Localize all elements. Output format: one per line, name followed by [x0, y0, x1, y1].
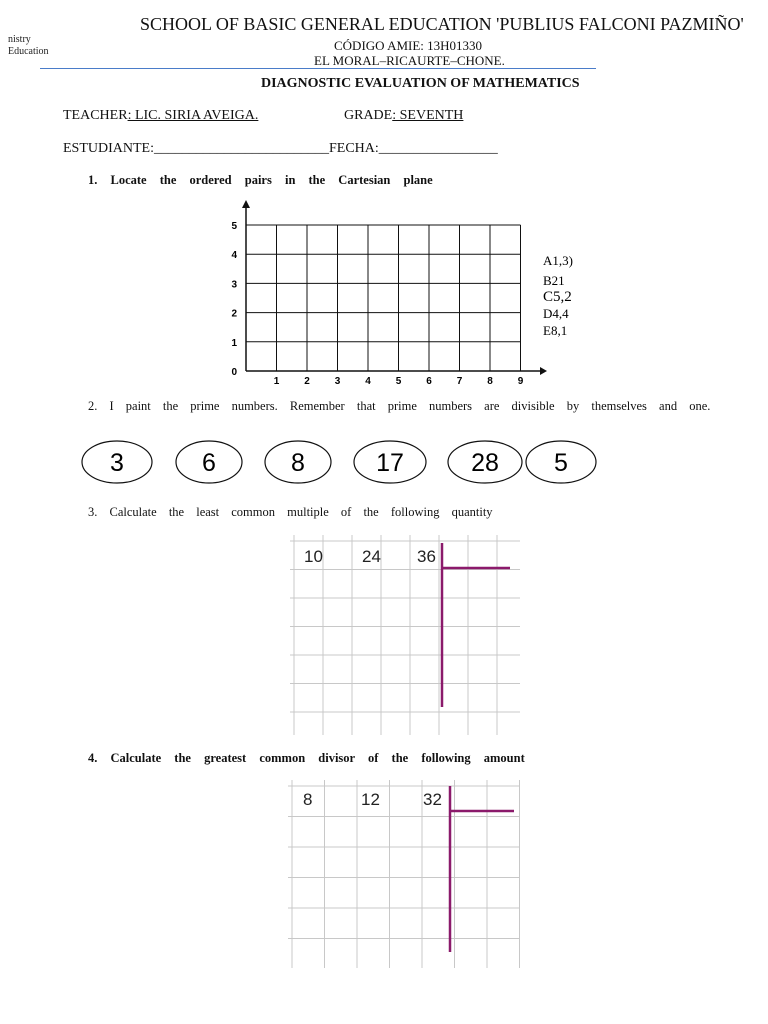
y-tick-label: 3 — [231, 279, 237, 291]
x-tick-labels — [274, 376, 524, 387]
lcm-number: 24 — [362, 547, 381, 566]
lcm-number: 10 — [304, 547, 323, 566]
date-blank[interactable]: _________________ — [378, 141, 498, 156]
question-4-number: 4. — [88, 751, 98, 765]
date-label: FECHA: — [329, 141, 379, 156]
prime-numbers-row — [80, 432, 610, 492]
x-tick-label: 3 — [334, 376, 341, 387]
question-1-text: Locate the ordered pairs in the Cartesian plane — [110, 173, 433, 187]
y-axis-arrow-icon — [242, 200, 250, 208]
question-1-number: 1. — [88, 173, 98, 187]
y-tick-label: 2 — [231, 308, 237, 320]
lcm-numbers — [304, 547, 436, 566]
ministry-line-1: nistry — [8, 34, 31, 45]
gcd-number: 8 — [303, 790, 313, 809]
question-2-text: I paint the prime numbers. Remember that prime numbers are divisible by themselves and one. — [109, 399, 711, 413]
x-tick-label: 6 — [426, 376, 432, 387]
teacher-value: : LIC. SIRIA AVEIGA. — [127, 108, 259, 123]
cartesian-plane[interactable] — [200, 195, 620, 395]
ordered-pair: E8,1 — [543, 323, 568, 338]
question-3 — [88, 505, 493, 520]
x-tick-label: 7 — [456, 376, 463, 387]
question-2-number: 2. — [88, 399, 98, 413]
gcd-number: 12 — [361, 790, 380, 809]
x-tick-label: 9 — [517, 376, 524, 387]
number-label: 5 — [554, 449, 568, 477]
evaluation-title: DIAGNOSTIC EVALUATION OF MATHEMATICS — [261, 76, 580, 91]
number-label: 8 — [291, 449, 305, 477]
x-tick-label: 4 — [365, 376, 371, 387]
gcd-number: 32 — [423, 790, 442, 809]
x-tick-label: 1 — [273, 376, 280, 387]
y-tick-label: 1 — [231, 337, 237, 349]
number-label: 28 — [471, 449, 499, 477]
question-1 — [88, 173, 433, 188]
school-name: SCHOOL OF BASIC GENERAL EDUCATION 'PUBLIUS FALCONI PAZMIÑO' — [140, 14, 744, 34]
grade-label: GRADE — [344, 108, 393, 123]
question-4-text: Calculate the greatest common divisor of the following amount — [110, 751, 525, 765]
y-tick-labels — [231, 221, 237, 378]
teacher-label: TEACHER — [63, 108, 128, 123]
ministry-logo-text — [8, 34, 49, 58]
y-tick-label: 5 — [231, 221, 237, 232]
ordered-pair: B21 — [543, 273, 565, 288]
ordered-pair: D4,4 — [543, 306, 569, 321]
lcm-number: 36 — [417, 547, 436, 566]
lcm-grid-lines — [290, 535, 520, 735]
grade-value: : SEVENTH — [392, 108, 464, 123]
y-tick-label: 4 — [231, 250, 237, 262]
number-label: 17 — [376, 449, 404, 477]
x-tick-label: 5 — [395, 376, 402, 387]
x-tick-label: 8 — [487, 376, 493, 387]
student-label: ESTUDIANTE: — [63, 141, 154, 156]
header-rule — [40, 68, 596, 69]
student-date-line — [63, 141, 498, 157]
number-label: 3 — [110, 449, 124, 477]
lcm-grid[interactable] — [290, 535, 522, 740]
question-3-number: 3. — [88, 505, 98, 519]
gcd-grid-lines — [288, 780, 520, 968]
x-tick-label: 2 — [304, 376, 310, 387]
x-axis-arrow-icon — [540, 367, 547, 375]
plane-grid — [246, 225, 521, 371]
ministry-line-2: Education — [8, 46, 49, 57]
prime-ovals — [82, 441, 596, 483]
question-4 — [88, 751, 525, 766]
ordered-pair: C5,2 — [543, 289, 572, 305]
gcd-numbers — [303, 790, 442, 809]
y-tick-label: 0 — [231, 367, 237, 378]
question-3-text: Calculate the least common multiple of the following quantity — [109, 505, 493, 519]
grade-line — [344, 108, 463, 124]
number-label: 6 — [202, 449, 216, 477]
ordered-pair: A1,3) — [543, 253, 573, 268]
teacher-line — [63, 108, 258, 124]
student-name-blank[interactable]: _________________________ — [154, 141, 329, 156]
question-2 — [88, 399, 710, 414]
amie-code: CÓDIGO AMIE: 13H01330 — [334, 38, 483, 53]
ordered-pairs-list — [543, 253, 573, 338]
gcd-grid[interactable] — [288, 780, 522, 972]
school-location: EL MORAL–RICAURTE–CHONE. — [314, 53, 505, 68]
